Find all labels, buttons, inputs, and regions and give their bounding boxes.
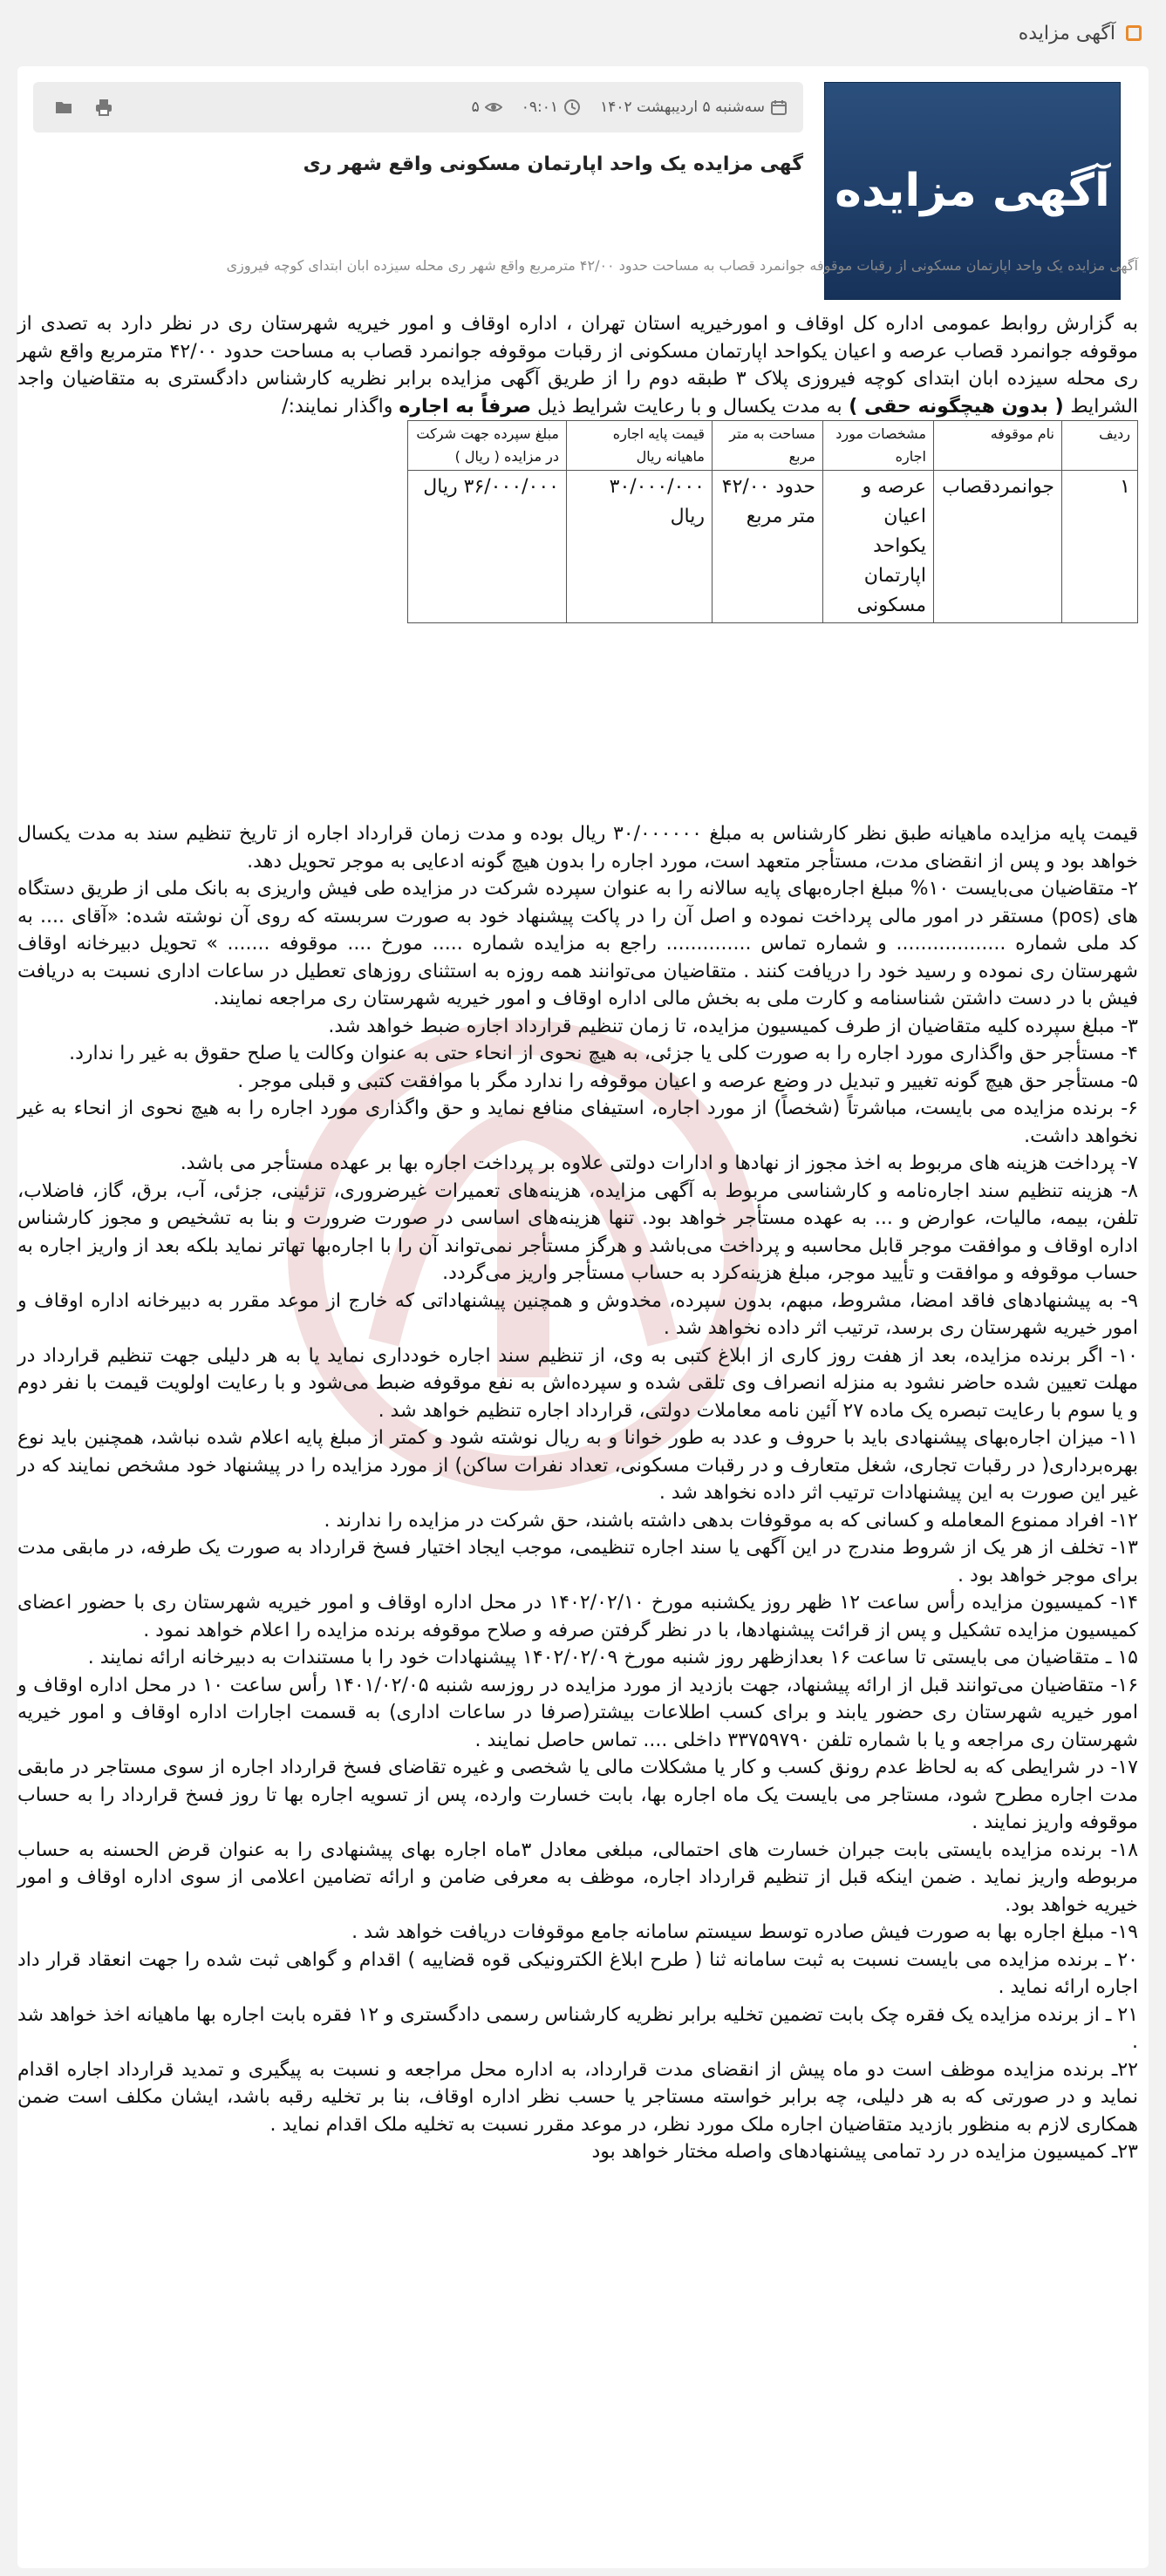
table-cell: ۱: [1062, 471, 1138, 623]
term-item: ۵- مستأجر حق هیچ گونه تغییر و تبدیل در وضع عرصه و اعیان موقوفه را ندارد مگر با موافقت کتبی و قبلی موجر .: [237, 1070, 1138, 1092]
table-cell: ۳۰/۰۰۰/۰۰۰ ریال: [567, 471, 713, 623]
term-item: ۱۷- در شرایطی که به لحاظ عدم رونق کسب و کار یا مشکلات مالی یا شخصی و غیره تقاضای فسخ قرارداد اجاره از سوی مستاجر در مابقی مدت اجاره مطرح شود، مستاجر می بایست یک ماه اجاره بها، بابت خسارت وارده، پس از تسویه اجاره بها تا روز فسخ قرارداد را به حساب موقوفه واریز نمایند .: [17, 1757, 1138, 1833]
table-cell: حدود ۴۲/۰۰ متر مربع: [713, 471, 823, 623]
table-header: مشخصات مورد اجاره: [823, 421, 934, 471]
eye-icon: [485, 99, 502, 116]
term-item: ۱۲- افراد ممنوع المعامله و کسانی که به موقوفات بدهی داشته باشند، حق شرکت در مزایده را ندارند .: [324, 1509, 1138, 1532]
table-header: قیمت پایه اجاره ماهیانه ریال: [567, 421, 713, 471]
intro-text-1: به گزارش روابط عمومی اداره کل اوقاف و امورخیریه استان تهران ، اداره اوقاف و امور خیریه شهرستان ری در نظر دارد به تصدی از موقوفه جوانمرد قصاب عرصه و اعیان یکواحد اپارتمان مسکونی از رقبات موقوفه جوانمرد قصاب به مساحت حدود ۴۲/۰۰ مترمربع واقع شهر ری محله سیزده ابان ابتدای کوچه فیروزی پلاک ۳ طبقه دوم را از طریق آگهی مزایده برابر نظریه کارشناس دادگستری به متقاضیان واجد الشرایط: [17, 313, 1138, 418]
table-header-row: [408, 421, 1138, 471]
table-header: مساحت به متر مربع: [713, 421, 823, 471]
term-item: ۴- مستأجر حق واگذاری مورد اجاره را به صورت کلی یا جزئی، به هیچ نحوی از انحاء حتی به عنوان وکالت یا صلح حقوق به غیر را ندارد.: [69, 1043, 1138, 1064]
article-summary: آگهی مزایده یک واحد اپارتمان مسکونی از رقبات موقوفه جوانمرد قصاب به مساحت حدود ۴۲/۰۰ مترمربع واقع شهر ری محله سیزده ابان ابتدای کوچه فیروزی: [226, 257, 1138, 274]
clock-icon: [563, 99, 581, 116]
term-item: ۲- متقاضیان می‌بایست ۱۰% مبلغ اجاره‌بهای پایه سالانه را به عنوان سپرده شرکت در مزایده طی فیش واریزی به بانک ملی از طریق دستگاه های (pos) مستقر در امور مالی پرداخت نموده و اصل آن را در پاکت پیشنهاد خود به صورت سربسته که روی آن نوشته شده: «آقای .... به کد ملی شماره .................. و شماره تماس .............. راجع به مزایده شماره ..... مورخ .... موقوفه ....... » تحویل دبیرخانه اوقاف شهرستان ری نموده و رسید خود را دریافت کنند . متقاضیان می‌توانند همه روزه به استثنای روزهای تعطیل در ساعات اداری نسبت به دریافت فیش با در دست داشتن شناسنامه و کارت ملی به بخش مالی اداره اوقاف و امور خیریه شهرستان ری مراجعه نمایند.: [17, 878, 1138, 1009]
term-item: ۱۱- میزان اجاره‌بهای پیشنهادی باید با حروف و عدد به طور خوانا و به ریال نوشته شود و کمتر از مبلغ پایه اعلام شده نباشد، همچنین باید نوع بهره‌برداری( در رقبات تجاری، شغل متعارف و در رقبات مسکونی، تعداد نفرات ساکن) از مورد مزایده را در پیشنهاد خود مشخص نمایند که در غیر این صورت به این پیشنهادات ترتیب اثر داده نخواهد شد .: [17, 1427, 1138, 1504]
table-header: نام موقوفه: [934, 421, 1062, 471]
term-item: ۲۰ ـ برنده مزایده می بایست نسبت به ثبت سامانه ثنا ( طرح ابلاغ الکترونیکی قوه قضاییه ) اقدام و گواهی ثبت شده را جهت انعقاد قرار داد اجاره ارائه نماید .: [17, 1948, 1138, 1998]
publish-time: ۰۹:۰۱: [521, 99, 559, 116]
intro-text-2: به مدت یکسال و با رعایت شرایط ذیل: [531, 395, 842, 418]
table-header: ردیف: [1062, 421, 1138, 471]
article-headline: گهی مزایده یک واحد اپارتمان مسکونی واقع شهر ری: [303, 153, 803, 175]
time-group: [522, 99, 581, 116]
term-item: ۲۱ ـ از برنده مزایده یک فقره چک بابت تضمین تخلیه برابر نظریه کارشناس رسمی دادگستری و ۱۲ فقره بابت اجاره بها ماهیانه اخذ خواهد شد .: [17, 2003, 1139, 2053]
view-count: ۵: [471, 99, 480, 116]
term-item: ۷- پرداخت هزینه های مربوط به اخذ مجوز از نهادها و ادارات دولتی علاوه بر پرداخت اجاره بها بر عهده مستأجر می باشد.: [180, 1152, 1138, 1174]
intro-bold-1: ( بدون هیچگونه حقی ): [842, 395, 1071, 418]
article-meta-bar: [33, 82, 803, 133]
table-cell: ۳۶/۰۰۰/۰۰۰ ریال: [408, 471, 567, 623]
term-item: ۱۹- مبلغ اجاره بها به صورت فیش صادره توسط سیستم سامانه جامع موقوفات دریافت خواهد شد .: [351, 1921, 1138, 1943]
table-cell: جوانمردقصاب: [934, 471, 1062, 623]
term-item: ۱۸- برنده مزایده بایستی بابت جبران خسارت های احتمالی، مبلغی معادل ۳ماه اجاره بهای پیشنهادی را به عنوان قرض الحسنه به حساب مربوطه واریز نماید . ضمن اینکه قبل از تنظیم قرارداد اجاره، موظف به معرفی ضامن و ارائه تضامین اعلامی از سوی اداره اوقاف و امور خیریه خواهد بود.: [17, 1839, 1139, 1916]
term-item: قیمت پایه مزایده ماهیانه طبق نظر کارشناس به مبلغ ۳۰/۰۰۰۰۰۰ ریال بوده و مدت زمان قرارداد اجاره از تاریخ تنظیم سند به مدت یکسال خواهد بود و پس از انقضای مدت، مستأجر متعهد است، مورد اجاره را بدون هیچ گونه ادعایی به موجر تحویل دهد.: [17, 823, 1138, 873]
folder-icon[interactable]: [54, 98, 73, 117]
term-item: ۸- هزینه تنظیم سند اجاره‌نامه و کارشناسی مربوط به آگهی مزایده، هزینه‌های تعمیرات غیرضروری، تزئینی، جزئی، آب، برق، گاز، فاضلاب، تلفن، بیمه، مالیات، عوارض و ... به عهده مستأجر خواهد بود. تنها هزینه‌های اساسی در صورت ضرورت و بنا به تشخیص و مجوز کارشناس اداره اوقاف و موافقت موجر قابل محاسبه و پرداخت می‌باشد و هرگز مستأجر نمی‌تواند آن را با اجاره‌بها تهاتر نماید بلکه بعد از واریز اجاره به حساب موقوفه و موافقت و تأیید موجر، مبلغ هزینه‌کرد به حساب مستأجر واریز می‌گردد.: [17, 1179, 1138, 1284]
views-group: [472, 99, 502, 116]
article-body: [17, 310, 1138, 2166]
page-header: [0, 0, 1166, 66]
term-item: ۱۰- اگر برنده مزایده، بعد از هفت روز کاری از ابلاغ کتبی به وی، از تنظیم سند اجاره خودداری نماید یا به هر دلیلی جهت تنظیم قرارداد در مهلت تعیین شده حاضر نشود به منزله انصراف وی تلقی شده و سپرده‌اش به نفع موقوفه ضبط می‌شود و با رعایت اولویت قیمت با نفر دوم و یا سوم با رعایت تبصره یک ماده ۲۷ آئین نامه معاملات دولتی، قرارداد اجاره تنظیم خواهد شد .: [17, 1344, 1138, 1422]
term-item: ۱۳- تخلف از هر یک از شروط مندرج در این آگهی یا سند اجاره تنظیمی، موجب ایجاد اختیار فسخ قرارداد به صورت یک طرفه، در مابقی مدت برای موجر خواهد بود .: [17, 1537, 1138, 1587]
term-item: ۳- مبلغ سپرده کلیه متقاضیان از طرف کمیسیون مزایده، تا زمان تنظیم قرارداد اجاره ضبط خواهد شد.: [328, 1015, 1138, 1037]
table-header: مبلغ سپرده جهت شرکت در مزایده ( ریال ): [408, 421, 567, 471]
term-item: ۹- به پیشنهادهای فاقد امضا، مشروط، مبهم، بدون سپرده، مخدوش و همچنین پیشنهاداتی که خارج از موعد مقرر به دبیرخانه اداره اوقاف و امور خیریه شهرستان ری برسد، ترتیب اثر داده نخواهد شد .: [17, 1289, 1138, 1339]
term-item: ۱۵ ـ متقاضیان می بایستی تا ساعت ۱۶ بعدازظهر روز شنبه مورخ ۱۴۰۲/۰۲/۰۹ پیشنهادات خود را با مستندات به دبیرخانه ارائه نمایند .: [87, 1647, 1138, 1669]
intro-bold-2: صرفاً به اجاره: [399, 395, 532, 418]
table-cell: عرصه و اعیان یکواحد اپارتمان مسکونی: [823, 471, 934, 623]
square-icon: [1126, 25, 1142, 41]
date-group: [600, 99, 788, 116]
page-header-title: آگهی مزایده: [1018, 22, 1115, 44]
auction-table: [407, 420, 1138, 623]
intro-text-3: واگذار نمایند:/: [282, 395, 399, 418]
term-item: ۱۶- متقاضیان می‌توانند قبل از ارائه پیشنهاد، جهت بازدید از مورد مزایده در روزسه شنبه ۱۴۰۱/۰۲/۰۵ رأس ساعت ۱۰ در محل اداره اوقاف و امور خیریه شهرستان ری حضور یابند و برای کسب اطلاعات بیشتر(صرفا در ساعات اداری) به قسمت اجارات اداره اوقاف و امور خیریه شهرستان ری مراجعه و یا با شماره تلفن ۳۳۷۵۹۷۹۰ داخلی .... تماس حاصل نمایند .: [17, 1674, 1139, 1751]
publish-date: سه‌شنبه ۵ اردیبهشت ۱۴۰۲: [600, 99, 765, 116]
term-item: ۲۲ـ برنده مزایده موظف است دو ماه پیش از انقضای مدت قرارداد، به اداره محل مراجعه و نسبت به پیگیری و تمدید قرارداد اجاره اقدام نماید و در صورتی که به هر دلیلی، چه برابر خواسته مستاجر یا حسب نظر اداره اوقاف، بنا بر تخلیه رقبه باشد، ایشان مکلف است ضمن همکاری لازم به منظور بازدید متقاضیان اجاره ملک مورد نظر، در موعد مقرر نسبت به تخلیه ملک اقدام نماید .: [17, 2058, 1138, 2136]
print-icon[interactable]: [94, 98, 113, 117]
term-item: ۲۳ـ کمیسیون مزایده در رد تمامی پیشنهادهای واصله مختار خواهد بود: [591, 2141, 1138, 2163]
table-row: [408, 471, 1138, 623]
calendar-icon: [770, 99, 788, 116]
term-item: ۶- برنده مزایده می بایست، مباشرتاً (شخصاً) از مورد اجاره، استیفای منافع نماید و حق واگذاری مورد اجاره را به هیچ نحوی از انحاء به غیر نخواهد داشت.: [17, 1098, 1138, 1147]
terms-list: [17, 820, 1138, 2166]
banner-text: آگهی مزایده: [835, 165, 1110, 217]
term-item: ۱۴- کمیسیون مزایده رأس ساعت ۱۲ ظهر روز یکشنبه مورخ ۱۴۰۲/۰۲/۱۰ در محل اداره اوقاف و امور خیریه شهرستان ری با حضور اعضای کمیسیون مزایده تشکیل و پس از قرائت پیشنهادها، با در نظر گرفتن صرفه و صلاح موقوفه برنده مزایده را اعلام خواهد نمود .: [17, 1592, 1138, 1641]
intro-paragraph: [17, 310, 1138, 420]
